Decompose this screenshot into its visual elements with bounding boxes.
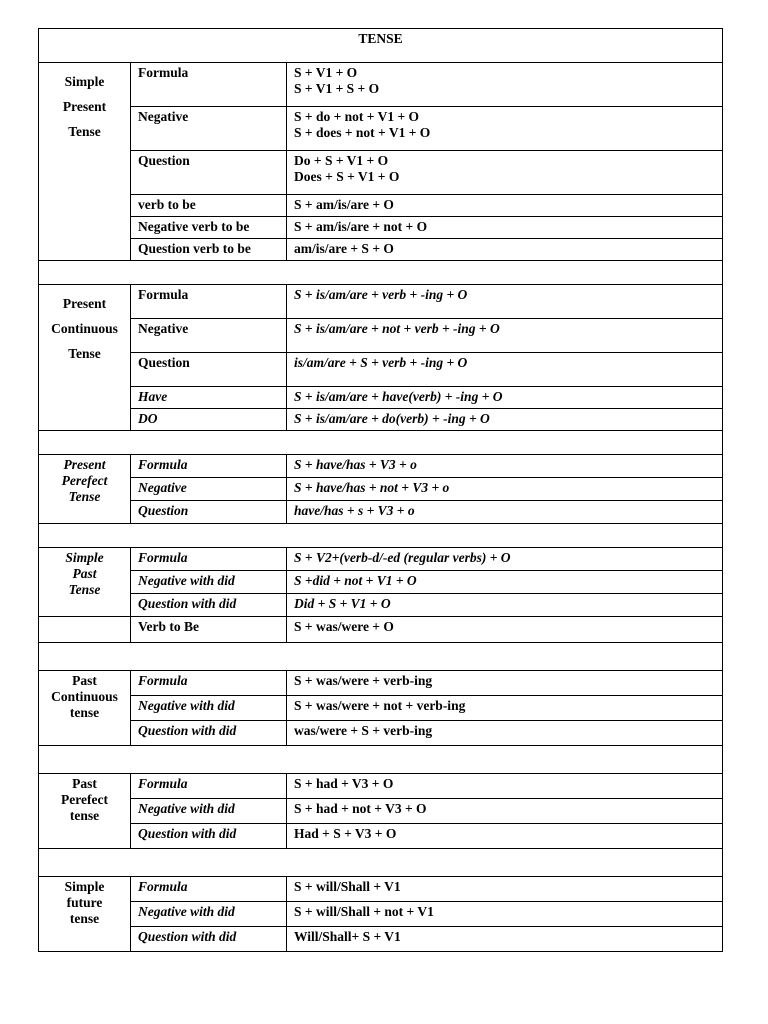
table-row bbox=[39, 319, 723, 353]
table-row bbox=[39, 151, 723, 195]
group-label-simple-present: Simple Present Tense bbox=[39, 63, 131, 261]
row-formula: was/were + S + verb-ing bbox=[287, 721, 723, 746]
table-row bbox=[39, 571, 723, 594]
spacer-row bbox=[39, 746, 723, 774]
table-row bbox=[39, 877, 723, 902]
row-label: Question bbox=[131, 151, 287, 195]
group-label-present-continuous: Present Continuous Tense bbox=[39, 285, 131, 431]
table-row bbox=[39, 409, 723, 431]
table-row bbox=[39, 799, 723, 824]
group-label-past-perfect: Past Perefect tense bbox=[39, 774, 131, 849]
row-formula: Do + S + V1 + O Does + S + V1 + O bbox=[287, 151, 723, 195]
row-label: Negative with did bbox=[131, 902, 287, 927]
row-label: Negative with did bbox=[131, 799, 287, 824]
row-formula: am/is/are + S + O bbox=[287, 239, 723, 261]
row-label: Formula bbox=[131, 548, 287, 571]
row-formula: Had + S + V3 + O bbox=[287, 824, 723, 849]
row-formula: S + is/am/are + not + verb + -ing + O bbox=[287, 319, 723, 353]
table-row bbox=[39, 548, 723, 571]
row-formula: S + have/has + V3 + o bbox=[287, 455, 723, 478]
row-formula: S + is/am/are + do(verb) + -ing + O bbox=[287, 409, 723, 431]
row-label: Negative with did bbox=[131, 571, 287, 594]
row-label: DO bbox=[131, 409, 287, 431]
table-row bbox=[39, 455, 723, 478]
row-label: Negative bbox=[131, 319, 287, 353]
row-formula: S + V2+(verb-d/-ed (regular verbs) + O bbox=[287, 548, 723, 571]
table-row bbox=[39, 594, 723, 617]
row-formula: S + had + not + V3 + O bbox=[287, 799, 723, 824]
row-label: Formula bbox=[131, 285, 287, 319]
row-label: Question with did bbox=[131, 721, 287, 746]
row-formula: S + had + V3 + O bbox=[287, 774, 723, 799]
row-label: Negative bbox=[131, 107, 287, 151]
row-formula: S + was/were + not + verb-ing bbox=[287, 696, 723, 721]
row-label: Have bbox=[131, 387, 287, 409]
tense-table bbox=[38, 28, 723, 952]
spacer-row bbox=[39, 431, 723, 455]
row-formula: S +did + not + V1 + O bbox=[287, 571, 723, 594]
row-label: Formula bbox=[131, 671, 287, 696]
table-row bbox=[39, 107, 723, 151]
table-row bbox=[39, 927, 723, 952]
row-label: Formula bbox=[131, 877, 287, 902]
row-formula: S + have/has + not + V3 + o bbox=[287, 478, 723, 501]
row-label: Question bbox=[131, 501, 287, 524]
row-formula: S + V1 + O S + V1 + S + O bbox=[287, 63, 723, 107]
row-label: Question bbox=[131, 353, 287, 387]
row-label: Question with did bbox=[131, 824, 287, 849]
row-label: Question with did bbox=[131, 927, 287, 952]
table-row bbox=[39, 387, 723, 409]
title-row bbox=[39, 29, 723, 63]
row-formula: Will/Shall+ S + V1 bbox=[287, 927, 723, 952]
row-label: Formula bbox=[131, 455, 287, 478]
row-formula: S + will/Shall + V1 bbox=[287, 877, 723, 902]
table-row bbox=[39, 217, 723, 239]
row-formula: Did + S + V1 + O bbox=[287, 594, 723, 617]
table-row bbox=[39, 671, 723, 696]
row-formula: S + am/is/are + O bbox=[287, 195, 723, 217]
table-row bbox=[39, 63, 723, 107]
spacer-row bbox=[39, 849, 723, 877]
table-row bbox=[39, 239, 723, 261]
row-label: Question verb to be bbox=[131, 239, 287, 261]
table-row bbox=[39, 478, 723, 501]
row-formula: S + do + not + V1 + O S + does + not + V1 + O bbox=[287, 107, 723, 151]
group-label-simple-future: Simple future tense bbox=[39, 877, 131, 952]
row-formula: have/has + s + V3 + o bbox=[287, 501, 723, 524]
row-label: verb to be bbox=[131, 195, 287, 217]
row-label: Negative verb to be bbox=[131, 217, 287, 239]
table-row bbox=[39, 617, 723, 643]
row-label: Formula bbox=[131, 774, 287, 799]
group-label-past-continuous: Past Continuous tense bbox=[39, 671, 131, 746]
spacer-row bbox=[39, 643, 723, 671]
table-row bbox=[39, 285, 723, 319]
table-row bbox=[39, 721, 723, 746]
table-row bbox=[39, 774, 723, 799]
table-title: TENSE bbox=[39, 29, 723, 63]
row-label: Negative with did bbox=[131, 696, 287, 721]
row-label: Verb to Be bbox=[131, 617, 287, 643]
table-row bbox=[39, 353, 723, 387]
row-formula: is/am/are + S + verb + -ing + O bbox=[287, 353, 723, 387]
table-row bbox=[39, 501, 723, 524]
row-formula: S + was/were + verb-ing bbox=[287, 671, 723, 696]
row-formula: S + am/is/are + not + O bbox=[287, 217, 723, 239]
row-formula: S + was/were + O bbox=[287, 617, 723, 643]
row-formula: S + is/am/are + verb + -ing + O bbox=[287, 285, 723, 319]
row-label: Negative bbox=[131, 478, 287, 501]
spacer-row bbox=[39, 261, 723, 285]
table-row bbox=[39, 824, 723, 849]
row-formula: S + is/am/are + have(verb) + -ing + O bbox=[287, 387, 723, 409]
group-label-present-perfect: Present Perefect Tense bbox=[39, 455, 131, 524]
spacer-row bbox=[39, 524, 723, 548]
table-row bbox=[39, 902, 723, 927]
row-formula: S + will/Shall + not + V1 bbox=[287, 902, 723, 927]
table-row bbox=[39, 696, 723, 721]
row-label: Question with did bbox=[131, 594, 287, 617]
table-row bbox=[39, 195, 723, 217]
group-label-simple-past: Simple Past Tense bbox=[39, 548, 131, 617]
row-label: Formula bbox=[131, 63, 287, 107]
